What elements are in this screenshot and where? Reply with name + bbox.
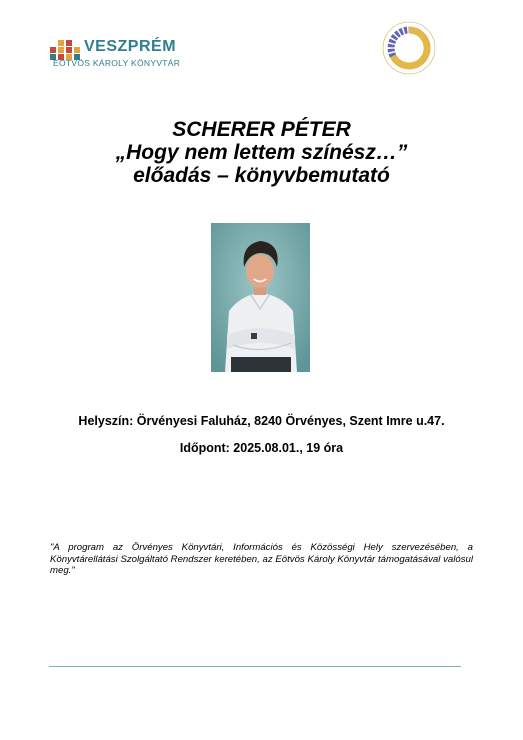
logo-subtitle: EÖTVÖS KÁROLY KÖNYVTÁR	[53, 58, 181, 68]
program-note: "A program az Örvényes Könyvtári, Információs és Közösségi Hely szervezésében, a Könyvtárellátási Szolgáltató Rendszer keretében, az Eötvös Károly Könyvtár támogatásával valósul meg."	[50, 542, 473, 576]
circular-seal-logo-icon	[381, 20, 437, 76]
event-type: előadás – könyvbemutató	[133, 164, 390, 187]
library-logo	[50, 38, 200, 72]
footer-divider	[49, 666, 461, 667]
logo-grid-icon	[50, 40, 78, 60]
event-time: Időpont: 2025.08.01., 19 óra	[179, 441, 344, 455]
event-book-title: „Hogy nem lettem színész…”	[115, 141, 408, 164]
event-speaker: SCHERER PÉTER	[172, 118, 351, 141]
event-venue: Helyszín: Örvényesi Faluház, 8240 Örvényes, Szent Imre u.47.	[78, 414, 445, 428]
portrait-photo	[211, 223, 310, 372]
logo-name: VESZPRÉM	[84, 38, 177, 55]
